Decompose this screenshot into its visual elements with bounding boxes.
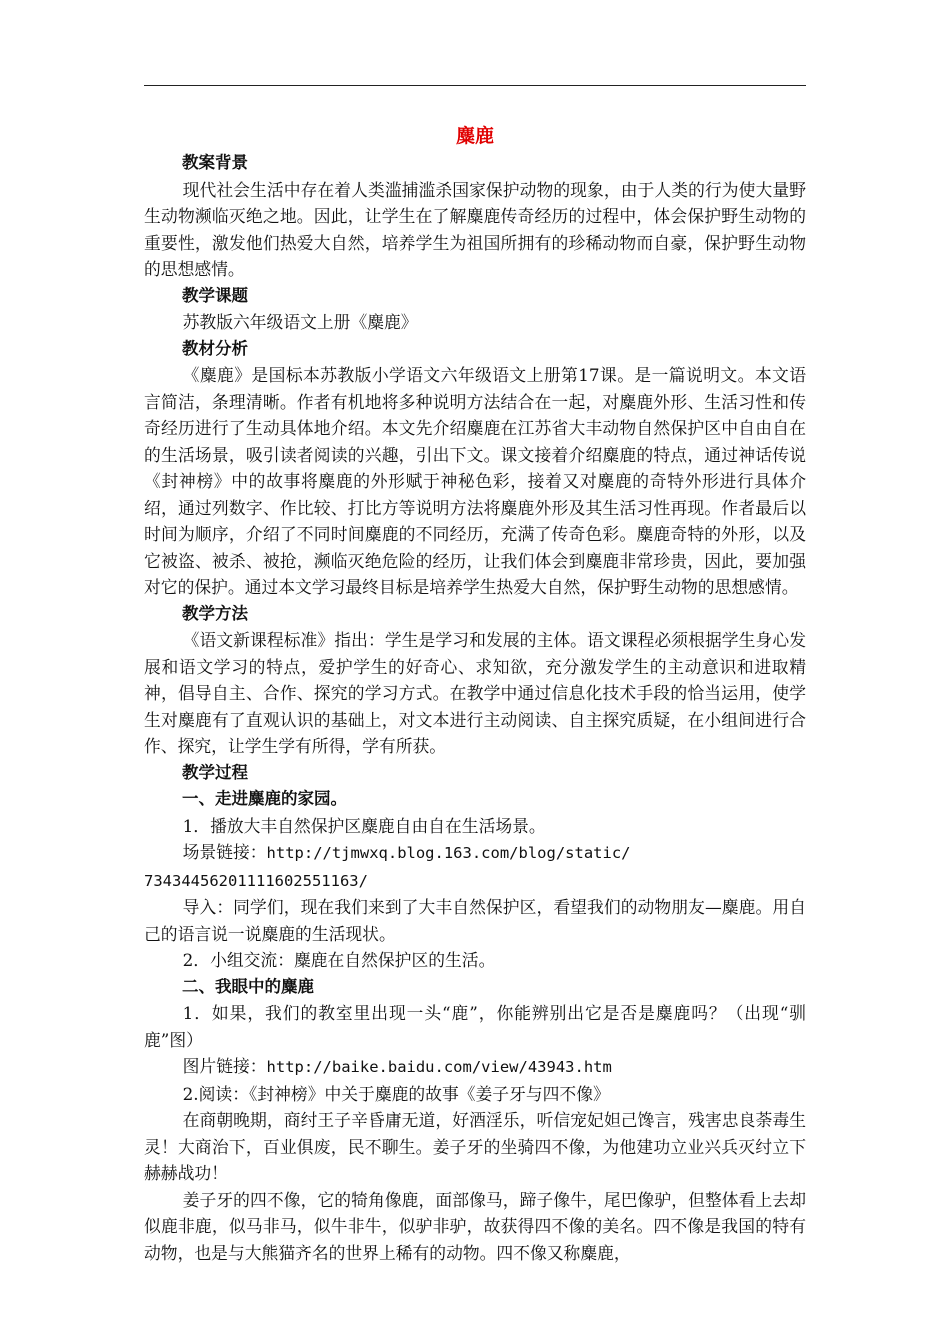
- part2-pic-label: 图片链接：: [182, 1056, 267, 1076]
- heading-method: 教学方法: [181, 603, 248, 623]
- story-paragraph-1: 在商朝晚期，商纣王子辛昏庸无道，好酒淫乐，听信宠妃妲己馋言，残害忠良荼毒生灵！大商治下，百业俱废，民不聊生。姜子牙的坐骑四不像，为他建功立业兴兵灭纣立下赫赫战功！: [144, 1110, 806, 1183]
- heading-analysis: 教材分析: [181, 338, 248, 358]
- part2-item2: 2.阅读：《封神榜》中关于麋鹿的故事《姜子牙与四不像》: [182, 1083, 610, 1104]
- part2-pic-line: [144, 1053, 806, 1081]
- part1-link-line2: [144, 867, 806, 895]
- document-body: [144, 150, 806, 1266]
- paragraph-method: 《语文新课程标准》指出：学生是学习和发展的主体。语文课程必须根据学生身心发展和语文学习的特点，爱护学生的好奇心、求知欲，充分激发学生的主动意识和进取精神，倡导自主、合作、探究的学习方式。在教学中通过信息化技术手段的恰当运用，使学生对麋鹿有了直观认识的基础上，对文本进行主动阅读、自主探究质疑，在小组间进行合作、探究，让学生学有所得，学有所获。: [144, 630, 806, 756]
- heading-process: 教学过程: [181, 762, 248, 782]
- story-paragraph-2: 姜子牙的四不像，它的犄角像鹿，面部像马，蹄子像牛，尾巴像驴，但整体看上去却似鹿非鹿，似马非马，似牛非牛，似驴非驴，故获得四不像的美名。四不像是我国的特有动物，也是与大熊猫齐名的世界上稀有的动物。四不像又称麋鹿，: [144, 1189, 806, 1263]
- heading-part1: 一、走进麋鹿的家园。: [181, 789, 347, 808]
- paragraph-background: 现代社会生活中存在着人类滥捕滥杀国家保护动物的现象，由于人类的行为使大量野生动物濒临灭绝之地。因此，让学生在了解麋鹿传奇经历的过程中，体会保护野生动物的重要性，激发他们热爱大自然，培养学生为祖国所拥有的珍稀动物而自豪，保护野生动物的思想感情。: [144, 179, 806, 279]
- heading-background: 教案背景: [181, 153, 248, 172]
- part1-link-label: 场景链接：: [182, 842, 267, 862]
- part1-item2: 2．小组交流：麋鹿在自然保护区的生活。: [182, 950, 496, 970]
- part1-item1: 1．播放大丰自然保护区麋鹿自由自在生活场景。: [182, 815, 546, 836]
- part1-link-url-a[interactable]: http://tjmwxq.blog.163.com/blog/static/: [266, 844, 631, 862]
- part1-link-url-b[interactable]: 73434456201111602551163/: [144, 871, 368, 890]
- header-rule: [144, 85, 806, 86]
- part1-intro: 导入：同学们，现在我们来到了大丰自然保护区，看望我们的动物朋友—麋鹿。用自己的语言说一说麋鹿的生活现状。: [144, 897, 806, 944]
- part1-link-line: [144, 839, 806, 867]
- page-title: 麋鹿: [455, 125, 494, 147]
- heading-part2: 二、我眼中的麋鹿: [181, 976, 314, 996]
- part2-item1: 1．如果，我们的教室里出现一头“鹿”，你能辨别出它是否是麋鹿吗？（出现“驯鹿”图）: [144, 1003, 806, 1050]
- paragraph-analysis: 《麋鹿》是国标本苏教版小学语文六年级语文上册第17课。是一篇说明文。本文语言简洁，条理清晰。作者有机地将多种说明方法结合在一起，对麋鹿外形、生活习性和传奇经历进行了生动具体地介绍。本文先介绍麋鹿在江苏省大丰动物自然保护区中自由自在的生活场景，吸引读者阅读的兴趣，引出下文。课文接着介绍麋鹿的特点，通过神话传说《封神榜》中的故事将麋鹿的外形赋于神秘色彩，接着又对麋鹿的奇特外形进行具体介绍，通过列数字、作比较、打比方等说明方法将麋鹿外形及其生活习性再现。作者最后以时间为顺序，介绍了不同时间麋鹿的不同经历，充满了传奇色彩。麋鹿奇特的外形，以及它被盗、被杀、被抢，濒临灭绝危险的经历，让我们体会到麋鹿非常珍贵，因此，要加强对它的保护。通过本文学习最终目标是培养学生热爱大自然，保护野生动物的思想感情。: [144, 365, 806, 597]
- heading-topic: 教学课题: [181, 285, 248, 305]
- paragraph-topic: 苏教版六年级语文上册《麋鹿》: [182, 312, 418, 332]
- part2-pic-url[interactable]: http://baike.baidu.com/view/43943.htm: [266, 1058, 612, 1076]
